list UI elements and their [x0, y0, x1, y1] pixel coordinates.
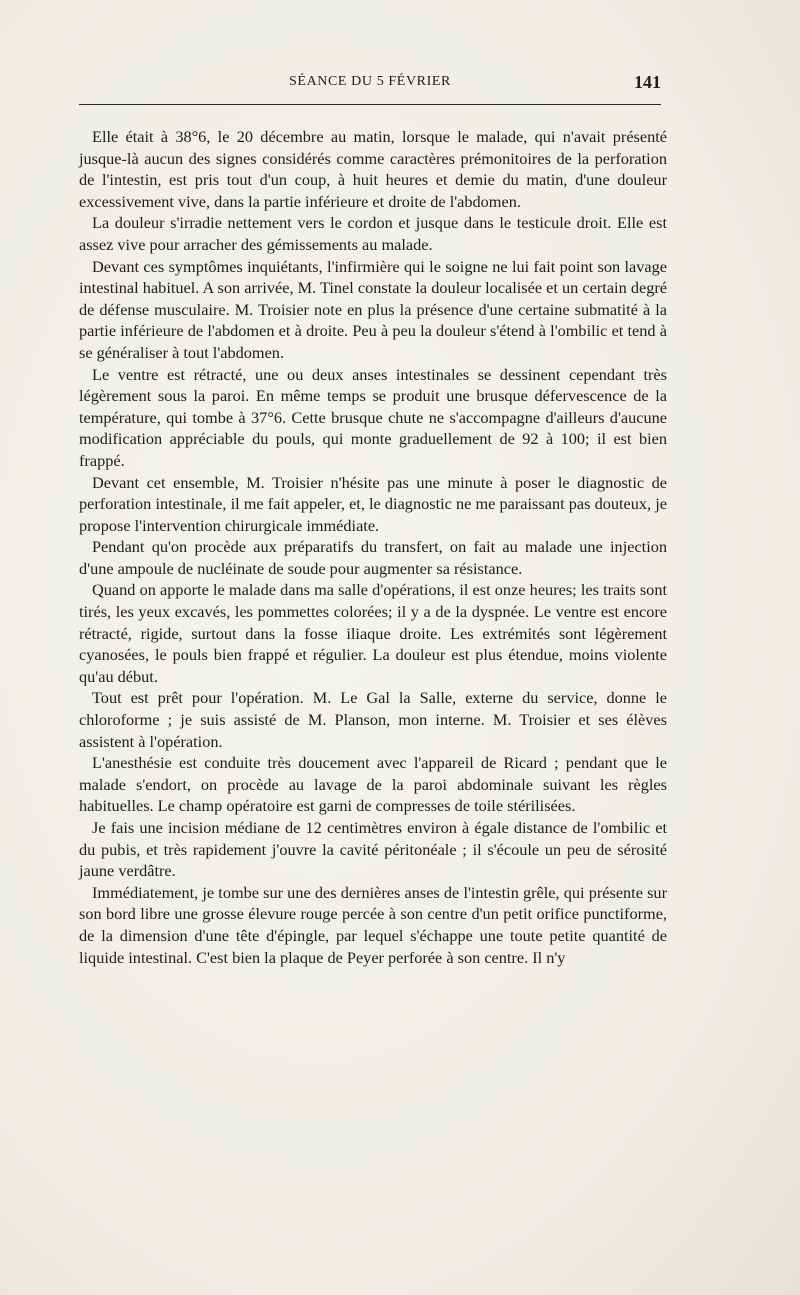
paragraph: Le ventre est rétracté, une ou deux anses intestinales se dessinent cependant très légèrement sous la paroi. En même temps se produit une brusque défervescence de la température, qui tombe à 37°6. Cette brusque chute ne s'accompagne d'ailleurs d'aucune modification appréciable du pouls, qui monte graduellement de 92 à 100; il est bien frappé. — [79, 364, 667, 470]
paragraph: L'anesthésie est conduite très doucement avec l'appareil de Ricard ; pendant que le malade s'endort, on procède au lavage de la paroi abdominale suivant les règles habituelles. Le champ opératoire est garni de compresses de toile stérilisées. — [79, 753, 667, 816]
paragraph: Pendant qu'on procède aux préparatifs du transfert, on fait au malade une injection d'une ampoule de nucléinate de soude pour augmenter sa résistance. — [79, 537, 667, 578]
paragraph: Je fais une incision médiane de 12 centimètres environ à égale distance de l'ombilic et du pubis, et très rapidement j'ouvre la cavité péritonéale ; il s'écoule un peu de sérosité jaune verdâtre. — [79, 818, 667, 881]
paragraph: Quand on apporte le malade dans ma salle d'opérations, il est onze heures; les traits sont tirés, les yeux excavés, les pommettes colorées; il y a de la dyspnée. Le ventre est encore rétracté, rigide, surtout dans la fosse iliaque droite. Les extrémités sont légèrement cyanosées, le pouls bien frappé et régulier. La douleur est plus étendue, moins violente qu'au début. — [79, 580, 667, 686]
paragraph: Tout est prêt pour l'opération. M. Le Gal la Salle, externe du service, donne le chloroforme ; je suis assisté de M. Planson, mon interne. M. Troisier et ses élèves assistent à l'opération. — [79, 688, 667, 751]
running-title: SÉANCE DU 5 FÉVRIER — [289, 74, 451, 89]
header-rule — [79, 104, 661, 105]
running-header — [79, 72, 661, 100]
paragraph: Elle était à 38°6, le 20 décembre au matin, lorsque le malade, qui n'avait présenté jusque-là aucun des signes considérés comme caractères prémonitoires de la perforation de l'intestin, est pris tout d'un coup, à huit heures et demie du matin, d'une douleur excessivement vive, dans la partie inférieure et droite de l'abdomen. — [79, 127, 667, 211]
paragraph: Devant cet ensemble, M. Troisier n'hésite pas une minute à poser le diagnostic de perforation intestinale, il me fait appeler, et, le diagnostic ne me paraissant pas douteux, je propose l'intervention chirurgicale immédiate. — [79, 472, 667, 535]
paragraph: La douleur s'irradie nettement vers le cordon et jusque dans le testicule droit. Elle est assez vive pour arracher des gémissements au malade. — [79, 213, 667, 254]
paragraph: Immédiatement, je tombe sur une des dernières anses de l'intestin grêle, qui présente sur son bord libre une grosse élevure rouge percée à son centre d'un petit orifice punctiforme, de la dimension d'une tête d'épingle, par lequel s'échappe une toute petite quantité de liquide intestinal. C'est bien la plaque de Peyer perforée à son centre. Il n'y — [79, 882, 667, 967]
page-number: 141 — [634, 72, 661, 92]
body-text — [79, 126, 667, 968]
paragraph: Devant ces symptômes inquiétants, l'infirmière qui le soigne ne lui fait point son lavage intestinal habituel. A son arrivée, M. Tinel constate la douleur localisée et un certain degré de défense musculaire. M. Troisier note en plus la présence d'une certaine submatité à la partie inférieure de l'abdomen et à droite. Peu à peu la douleur s'étend à l'ombilic et tend à se généraliser à tout l'abdomen. — [79, 256, 667, 362]
